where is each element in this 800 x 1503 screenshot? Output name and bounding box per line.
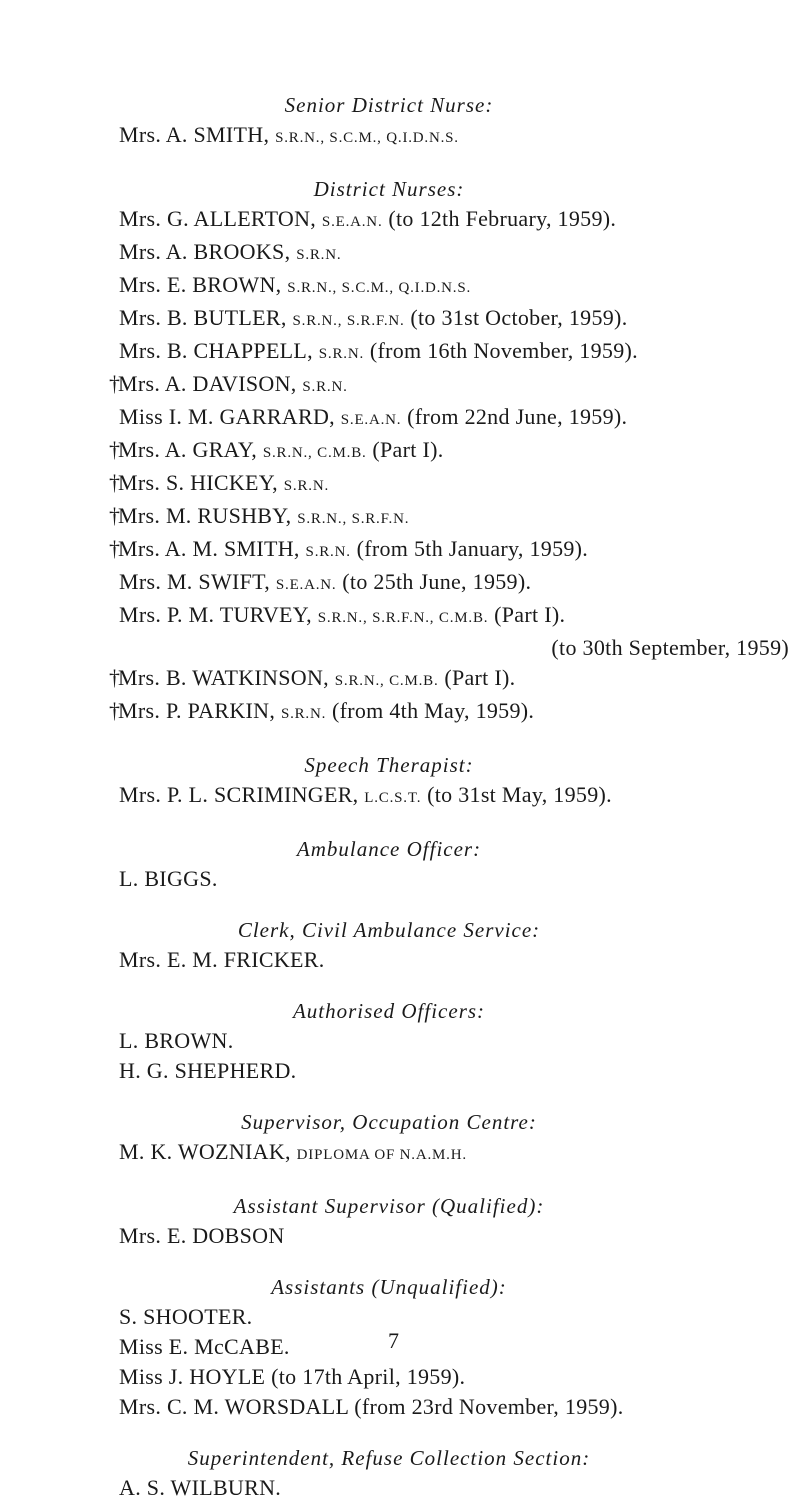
staff-qualifications: S.E.A.N. <box>321 214 383 230</box>
staff-entry <box>119 1302 789 1332</box>
staff-name: Miss E. McCABE. <box>119 1334 290 1359</box>
staff-name: Mrs. C. M. WORSDALL <box>119 1394 349 1419</box>
staff-entry <box>119 1221 789 1251</box>
staff-qualifications: L.C.S.T. <box>364 790 422 806</box>
staff-qualifications: S.R.N. <box>283 478 329 494</box>
staff-entry <box>119 402 789 435</box>
staff-name: Mrs. A. GRAY, <box>118 437 258 462</box>
staff-qualifications: S.E.A.N. <box>275 577 337 593</box>
staff-section <box>119 834 789 894</box>
staff-entry <box>119 1056 789 1086</box>
staff-section <box>119 1191 789 1251</box>
dagger-mark: † <box>109 437 121 462</box>
staff-name: Mrs. E. M. FRICKER. <box>119 947 325 972</box>
section-heading: Senior District Nurse: <box>284 93 494 117</box>
staff-qualifications: S.R.N., C.M.B. <box>334 673 439 689</box>
staff-section <box>119 90 789 153</box>
staff-name: Mrs. A. M. SMITH, <box>118 536 300 561</box>
dagger-mark: † <box>109 503 121 528</box>
staff-name: Mrs. S. HICKEY, <box>118 470 278 495</box>
staff-section <box>119 996 789 1086</box>
service-dates-note: (to 31st October, 1959). <box>410 305 628 330</box>
dagger-mark: † <box>109 536 121 561</box>
staff-name: Mrs. B. BUTLER, <box>119 305 287 330</box>
staff-qualifications: S.E.A.N. <box>340 412 402 428</box>
staff-entry <box>109 501 789 534</box>
staff-section <box>119 1107 789 1170</box>
staff-entry <box>119 1392 789 1422</box>
staff-entry <box>109 534 789 567</box>
section-heading: Clerk, Civil Ambulance Service: <box>237 918 541 942</box>
staff-qualifications: S.R.N. <box>296 247 342 263</box>
section-heading: Assistants (Unqualified): <box>271 1275 507 1299</box>
section-heading: Assistant Supervisor (Qualified): <box>233 1194 545 1218</box>
staff-entry <box>119 1332 789 1362</box>
staff-section <box>119 915 789 975</box>
service-dates-note: (from 5th January, 1959). <box>356 536 589 561</box>
section-heading: Ambulance Officer: <box>296 837 482 861</box>
staff-entry <box>119 567 789 600</box>
staff-name: A. S. WILBURN. <box>119 1475 282 1500</box>
staff-name: Mrs. P. PARKIN, <box>118 698 276 723</box>
service-dates-note: (Part I). <box>494 602 566 627</box>
service-dates-note: (to 12th February, 1959). <box>388 206 617 231</box>
staff-name: H. G. SHEPHERD. <box>119 1058 297 1083</box>
staff-entry <box>119 1026 789 1056</box>
staff-name: Mrs. E. BROWN, <box>119 272 282 297</box>
dagger-mark: † <box>109 470 121 495</box>
section-heading: District Nurses: <box>313 177 465 201</box>
staff-qualifications: S.R.N. <box>318 346 365 362</box>
staff-entry <box>119 945 789 975</box>
staff-entry <box>109 663 789 696</box>
entry-continuation <box>119 633 789 663</box>
service-dates-note: (Part I). <box>444 665 516 690</box>
staff-entry <box>109 696 789 729</box>
staff-name: S. SHOOTER. <box>119 1304 253 1329</box>
staff-entry <box>109 468 789 501</box>
service-dates-note: (to 25th June, 1959). <box>342 569 532 594</box>
staff-qualifications: DIPLOMA OF N.A.M.H. <box>296 1147 467 1163</box>
staff-name: Mrs. G. ALLERTON, <box>119 206 317 231</box>
staff-name: Mrs. P. L. SCRIMINGER, <box>119 782 359 807</box>
staff-entry <box>119 780 789 813</box>
service-dates-note: (to 17th April, 1959). <box>271 1364 466 1389</box>
staff-entry <box>119 237 789 270</box>
staff-name: L. BIGGS. <box>119 866 218 891</box>
page-number: 7 <box>388 1328 399 1353</box>
section-heading: Supervisor, Occupation Centre: <box>241 1110 537 1134</box>
staff-qualifications: S.R.N., S.R.F.N. <box>292 313 405 329</box>
staff-name: M. K. WOZNIAK, <box>119 1139 291 1164</box>
staff-name: Mrs. P. M. TURVEY, <box>119 602 312 627</box>
section-heading: Authorised Officers: <box>292 999 486 1023</box>
staff-entry <box>119 303 789 336</box>
staff-name: Mrs. A. BROOKS, <box>119 239 291 264</box>
staff-name: Mrs. B. CHAPPELL, <box>119 338 313 363</box>
dagger-mark: † <box>109 665 121 690</box>
staff-list <box>109 90 789 1503</box>
staff-name: Mrs. M. SWIFT, <box>119 569 271 594</box>
staff-qualifications: S.R.N., S.C.M., Q.I.D.N.S. <box>287 280 472 296</box>
dagger-mark: † <box>109 698 121 723</box>
service-dates-note: (to 30th September, 1959) <box>551 635 789 660</box>
staff-name: Mrs. M. RUSHBY, <box>118 503 292 528</box>
staff-entry <box>119 1473 789 1503</box>
staff-section <box>119 1272 789 1422</box>
staff-qualifications: S.R.N., S.R.F.N., C.M.B. <box>317 610 489 626</box>
staff-entry <box>119 204 789 237</box>
staff-section <box>119 1443 789 1503</box>
staff-entry <box>119 336 789 369</box>
dagger-mark: † <box>109 371 121 396</box>
staff-entry <box>119 864 789 894</box>
service-dates-note: (from 16th November, 1959). <box>369 338 638 363</box>
staff-entry <box>119 600 789 633</box>
staff-qualifications: S.R.N. <box>280 706 327 722</box>
staff-entry <box>109 369 789 402</box>
staff-qualifications: S.R.N. <box>305 544 351 560</box>
section-heading: Superintendent, Refuse Collection Section: <box>187 1446 591 1470</box>
staff-qualifications: S.R.N., S.R.F.N. <box>297 511 410 527</box>
staff-entry <box>119 1362 789 1392</box>
staff-qualifications: S.R.N., C.M.B. <box>262 445 367 461</box>
service-dates-note: (Part I). <box>372 437 444 462</box>
staff-qualifications: S.R.N. <box>302 379 348 395</box>
staff-entry <box>119 270 789 303</box>
service-dates-note: (from 4th May, 1959). <box>331 698 535 723</box>
staff-name: Mrs. B. WATKINSON, <box>118 665 329 690</box>
staff-name: Mrs. A. DAVISON, <box>118 371 297 396</box>
staff-name: Mrs. E. DOBSON <box>119 1223 285 1248</box>
staff-name: Miss J. HOYLE <box>119 1364 266 1389</box>
staff-name: L. BROWN. <box>119 1028 234 1053</box>
service-dates-note: (from 23rd November, 1959). <box>354 1394 624 1419</box>
staff-name: Miss I. M. GARRARD, <box>119 404 335 429</box>
staff-section <box>109 174 789 729</box>
staff-entry <box>119 1137 789 1170</box>
staff-name: Mrs. A. SMITH, <box>119 122 270 147</box>
staff-entry <box>119 120 789 153</box>
staff-section <box>119 750 789 813</box>
service-dates-note: (from 22nd June, 1959). <box>407 404 628 429</box>
staff-entry <box>109 435 789 468</box>
section-heading: Speech Therapist: <box>304 753 474 777</box>
service-dates-note: (to 31st May, 1959). <box>427 782 612 807</box>
staff-qualifications: S.R.N., S.C.M., Q.I.D.N.S. <box>275 130 459 146</box>
